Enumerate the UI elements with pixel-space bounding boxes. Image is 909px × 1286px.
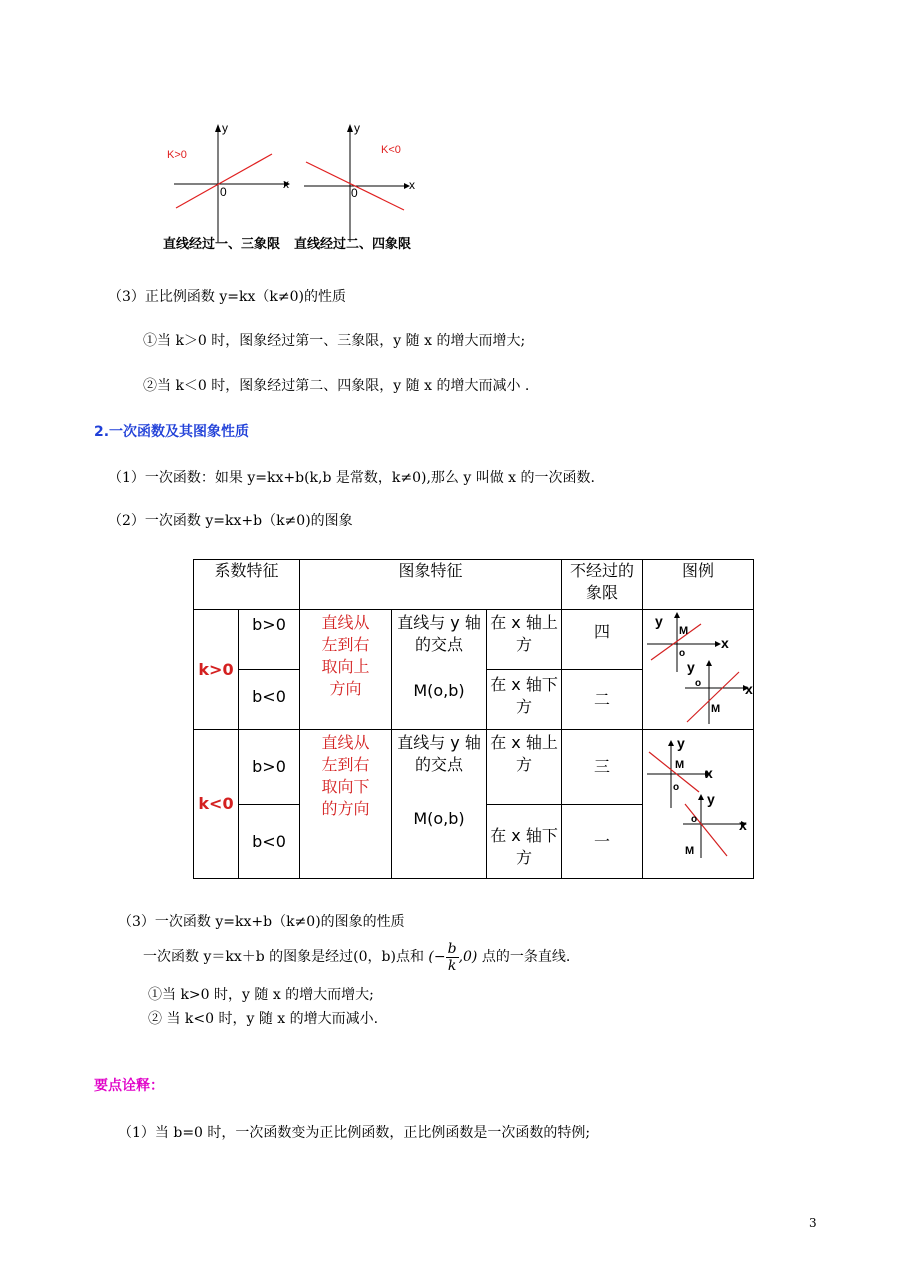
frac-close: ,0) — [458, 949, 478, 965]
linear-prop-desc — [143, 940, 570, 974]
legend-x-3: x — [705, 765, 713, 781]
linear-graph-title: （2）一次函数 y=kx+b（k≠0)的图象 — [108, 513, 353, 529]
intersect-text-pos: 直线与 y 轴的交点 — [397, 613, 481, 654]
k-pos-cell: k>0 — [194, 610, 239, 730]
linear-function-table — [193, 559, 754, 879]
linear-def: （1）一次函数：如果 y=kx+b(k,b 是常数，k≠0),那么 y 叫做 x 的一次函数. — [108, 470, 595, 486]
above-text-neg: 在 x 轴上方 — [490, 733, 558, 774]
quadrant-cell-1: 四 — [562, 610, 643, 670]
left-origin: 0 — [220, 185, 227, 199]
legend-y-2: y — [687, 659, 695, 675]
legend-k-pos — [643, 610, 754, 730]
intersect-cell-pos — [392, 610, 487, 730]
intersect-cell-neg — [392, 730, 487, 879]
header-coefficient: 系数特征 — [194, 560, 300, 610]
k-neg-cell: k<0 — [194, 730, 239, 879]
left-x-label: x — [283, 177, 289, 191]
right-x-label: x — [409, 178, 415, 192]
header-legend: 图例 — [643, 560, 754, 610]
dir-up-cell — [300, 610, 392, 730]
direct-prop-item1: ①当 k＞0 时，图象经过第一、三象限，y 随 x 的增大而增大; — [143, 333, 526, 349]
below-cell-pos — [487, 670, 562, 730]
point-text-pos: M(o,b) — [413, 681, 465, 700]
legend-m-1: M — [679, 625, 689, 637]
b-neg-cell: b<0 — [239, 670, 300, 730]
dir-up-text: 直线从左到右取向上方向 — [321, 613, 370, 698]
above-cell-pos — [487, 610, 562, 670]
legend-o-3: o — [673, 782, 680, 793]
legend-x-4: x — [739, 817, 747, 833]
key-points-item1: （1）当 b=0 时，一次函数变为正比例函数，正比例函数是一次函数的特例; — [118, 1125, 591, 1141]
header-quadrant-text: 不经过的象限 — [570, 561, 635, 602]
above-cell-neg — [487, 730, 562, 805]
b-pos-cell-2: b>0 — [239, 730, 300, 805]
legend-k-neg-graph — [643, 730, 753, 876]
legend-x-2: x — [745, 681, 753, 697]
legend-y-3: y — [677, 735, 685, 751]
legend-m-2: M — [711, 703, 721, 715]
dir-down-cell — [300, 730, 392, 879]
legend-o-2: o — [695, 678, 702, 689]
header-graph-feature: 图象特征 — [300, 560, 562, 610]
right-origin: 0 — [351, 186, 358, 200]
direct-prop-item2: ②当 k＜0 时，图象经过第二、四象限，y 随 x 的增大而减小 . — [143, 378, 530, 394]
point-text-neg: M(o,b) — [413, 809, 465, 828]
legend-x-1: x — [721, 635, 729, 651]
fraction-b-over-k — [446, 941, 459, 974]
right-graph-caption: 直线经过二、四象限 — [294, 237, 412, 252]
linear-prop-item2: ② 当 k<0 时，y 随 x 的增大而减小. — [148, 1011, 379, 1027]
k-pos-label: K>0 — [167, 149, 187, 161]
header-quadrant — [562, 560, 643, 610]
legend-k-neg — [643, 730, 754, 879]
dir-down-text: 直线从左到右取向下的方向 — [321, 733, 370, 818]
k-neg-label: K<0 — [381, 144, 401, 156]
linear-prop-item1: ①当 k>0 时，y 随 x 的增大而增大; — [148, 987, 374, 1003]
intersect-text-neg: 直线与 y 轴的交点 — [397, 733, 481, 774]
frac-num: b — [447, 940, 457, 957]
below-text-neg: 在 x 轴下方 — [490, 826, 558, 867]
below-cell-neg — [487, 805, 562, 879]
legend-k-pos-graph — [643, 610, 753, 730]
frac-den: k — [447, 957, 457, 974]
linear-prop-desc-pre: 一次函数 y＝kx＋b 的图象是经过(0，b)点和 — [143, 949, 424, 965]
key-points-title: 要点诠释： — [94, 1078, 164, 1094]
b-pos-cell: b>0 — [239, 610, 300, 670]
above-text-pos: 在 x 轴上方 — [490, 613, 558, 654]
section2-title: 2.一次函数及其图象性质 — [94, 424, 250, 440]
legend-y-1: y — [655, 613, 663, 629]
linear-prop-title: （3）一次函数 y=kx+b（k≠0)的图象的性质 — [118, 914, 405, 930]
legend-m-3: M — [675, 759, 685, 771]
left-graph-caption: 直线经过一、三象限 — [163, 237, 281, 252]
quadrant-cell-4: 一 — [562, 805, 643, 879]
legend-o-4: o — [691, 814, 698, 825]
legend-m-4: M — [685, 845, 695, 857]
legend-o-1: o — [679, 648, 686, 659]
frac-open: (− — [428, 949, 446, 965]
intercept-point — [428, 940, 481, 974]
left-y-label: y — [222, 121, 228, 135]
linear-prop-desc-post: 点的一条直线. — [481, 949, 571, 965]
page-number: 3 — [809, 1216, 817, 1230]
quadrant-cell-2: 二 — [562, 670, 643, 730]
legend-y-4: y — [707, 791, 715, 807]
right-y-label: y — [354, 121, 360, 135]
quadrant-cell-3: 三 — [562, 730, 643, 805]
b-neg-cell-2: b<0 — [239, 805, 300, 879]
direct-prop-title: （3）正比例函数 y=kx（k≠0)的性质 — [108, 289, 346, 305]
below-text-pos: 在 x 轴下方 — [490, 675, 558, 716]
